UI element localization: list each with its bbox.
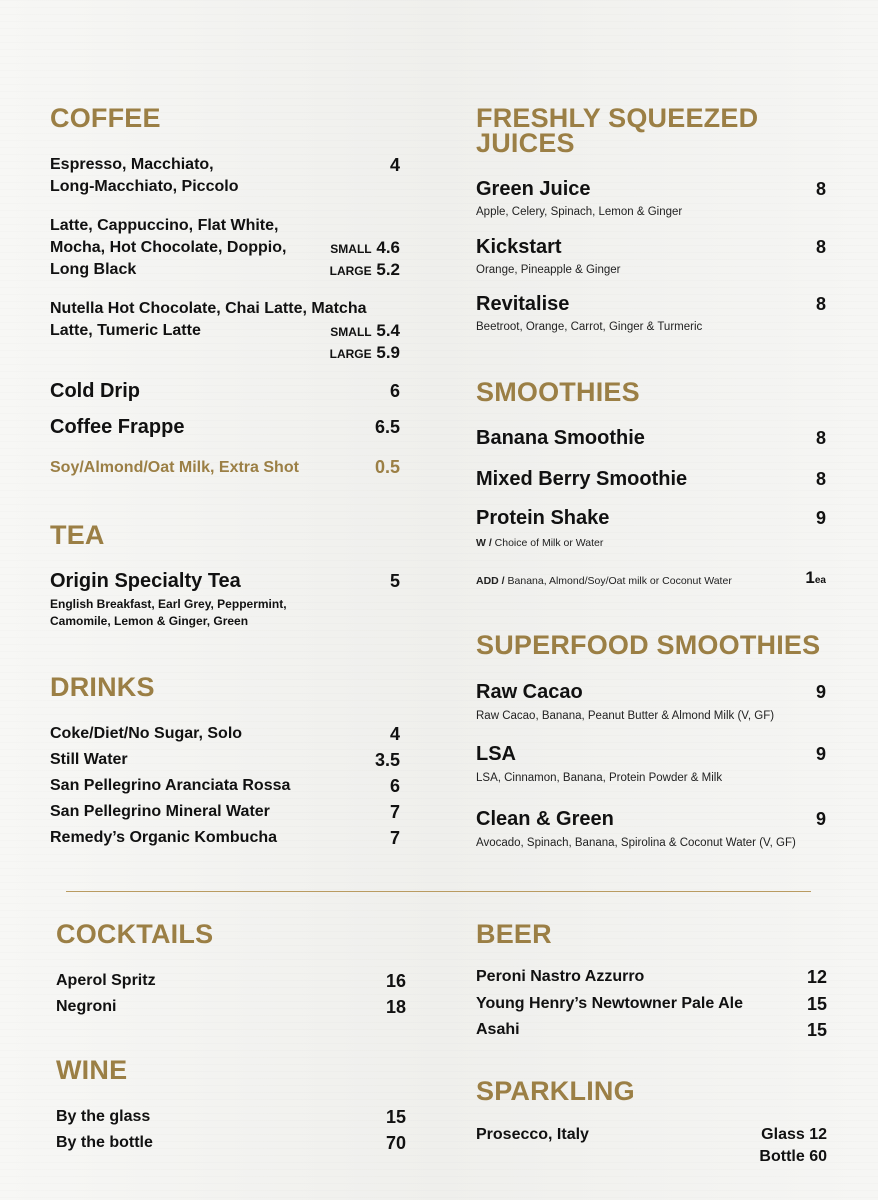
wine-item-price: 15: [385, 1107, 406, 1127]
coffee-espresso-item: [50, 154, 350, 198]
nutella-line-1: Nutella Hot Chocolate, Chai Latte, Matcha: [50, 300, 367, 317]
latte-line-2: Mocha, Hot Chocolate, Doppio,: [50, 239, 287, 256]
tea-heading: TEA: [50, 520, 105, 550]
superfood-item-name: Raw Cacao: [476, 681, 583, 703]
wine-item-name: By the bottle: [56, 1134, 153, 1151]
superfood-item-price: 9: [815, 744, 826, 764]
coffee-extras-item: Soy/Almond/Oat Milk, Extra Shot: [50, 459, 299, 476]
drinks-item: [50, 775, 400, 801]
protein-w-desc: Choice of Milk or Water: [494, 537, 604, 549]
cold-drip-price: 6: [389, 381, 400, 401]
drinks-item-price: 7: [389, 828, 400, 848]
smoothies-heading: SMOOTHIES: [476, 377, 640, 407]
wine-item-name: By the glass: [56, 1108, 151, 1125]
juice-item-name: Kickstart: [476, 236, 562, 258]
beer-item-price: 12: [806, 967, 827, 987]
latte-line-1: Latte, Cappuccino, Flat White,: [50, 217, 279, 234]
latte-large-price: 5.2: [376, 260, 400, 279]
superfood-item: [476, 807, 826, 850]
sparkling-prices: [700, 1124, 827, 1168]
espresso-line-2: Long-Macchiato, Piccolo: [50, 178, 239, 195]
cocktails-heading: COCKTAILS: [56, 919, 214, 949]
beer-item: [476, 1019, 827, 1046]
cocktail-item: [56, 970, 406, 996]
berry-smoothie-price: 8: [815, 469, 826, 489]
cocktail-item-name: Negroni: [56, 998, 117, 1015]
coffee-latte-item: [50, 215, 325, 281]
drinks-item-name: Remedy’s Organic Kombucha: [50, 829, 278, 846]
beer-item: [476, 993, 827, 1020]
latte-line-3: Long Black: [50, 261, 137, 278]
cocktail-item: [56, 996, 406, 1022]
drinks-item: [50, 827, 400, 853]
cocktail-item-price: 18: [385, 997, 406, 1017]
add-desc: Banana, Almond/Soy/Oat milk or Coconut Water: [507, 575, 732, 587]
superfood-item-desc: Avocado, Spinach, Banana, Spirolina & Coconut Water (V, GF): [476, 837, 796, 849]
nutella-large-price-row: [310, 342, 400, 365]
beer-item: [476, 966, 827, 993]
drinks-item-name: Still Water: [50, 751, 128, 768]
latte-small-price-row: [310, 237, 400, 260]
juices-heading-line-2: JUICES: [476, 128, 575, 158]
nutella-small-label: SMALL: [330, 325, 372, 339]
juice-item-name: Green Juice: [476, 178, 591, 200]
tea-description: [50, 596, 390, 630]
drinks-item-price: 4: [389, 724, 400, 744]
juices-heading-line-1: FRESHLY SQUEEZED: [476, 103, 759, 133]
banana-smoothie-price: 8: [815, 428, 826, 448]
sparkling-heading: SPARKLING: [476, 1076, 635, 1106]
drinks-item-name: San Pellegrino Aranciata Rossa: [50, 777, 291, 794]
juice-item-desc: Beetroot, Orange, Carrot, Ginger & Turmeric: [476, 321, 703, 333]
espresso-price: 4: [389, 155, 400, 175]
smoothie-add-row: [476, 574, 732, 588]
cocktails-list: [56, 970, 406, 1022]
drinks-item-price: 3.5: [374, 750, 400, 770]
protein-shake-item: Protein Shake: [476, 507, 610, 529]
superfood-item-name: LSA: [476, 743, 516, 765]
superfood-item-name: Clean & Green: [476, 808, 614, 830]
juice-item-price: 8: [815, 179, 826, 199]
drinks-item: [50, 801, 400, 827]
wine-heading: WINE: [56, 1055, 128, 1085]
superfood-item-desc: Raw Cacao, Banana, Peanut Butter & Almond Milk (V, GF): [476, 710, 775, 722]
juice-item: [476, 292, 826, 334]
drinks-item-price: 7: [389, 802, 400, 822]
beer-item-name: Young Henry’s Newtowner Pale Ale: [476, 994, 744, 1012]
beer-list: [476, 966, 827, 1046]
tea-item: Origin Specialty Tea: [50, 570, 241, 592]
latte-small-label: SMALL: [330, 242, 372, 256]
banana-smoothie-item: Banana Smoothie: [476, 427, 645, 449]
beer-item-price: 15: [806, 993, 827, 1014]
coffee-extras-price: 0.5: [374, 457, 400, 477]
beer-item-name: Asahi: [476, 1021, 520, 1038]
drinks-list: [50, 723, 400, 853]
sparkling-item: Prosecco, Italy: [476, 1126, 589, 1143]
wine-item-price: 70: [385, 1133, 406, 1153]
nutella-line-2: Latte, Tumeric Latte: [50, 322, 201, 339]
coffee-frappe-price: 6.5: [374, 417, 400, 437]
juices-heading: [476, 103, 759, 158]
drinks-heading: DRINKS: [50, 672, 155, 702]
add-label: ADD /: [476, 575, 505, 587]
tea-price: 5: [389, 571, 400, 591]
berry-smoothie-item: Mixed Berry Smoothie: [476, 468, 688, 490]
superfood-item-desc: LSA, Cinnamon, Banana, Protein Powder & Milk: [476, 772, 723, 784]
espresso-line-1: Espresso, Macchiato,: [50, 156, 214, 173]
juice-item: [476, 235, 826, 277]
superfood-item-price: 9: [815, 809, 826, 829]
tea-desc-line-1: English Breakfast, Earl Grey, Peppermint,: [50, 597, 287, 611]
latte-large-price-row: [310, 259, 400, 282]
latte-large-label: LARGE: [329, 264, 372, 278]
coffee-heading: COFFEE: [50, 103, 161, 133]
drinks-item: [50, 749, 400, 775]
section-divider: [66, 891, 811, 892]
beer-item-name: Peroni Nastro Azzurro: [476, 968, 645, 985]
nutella-small-price: 5.4: [376, 321, 400, 340]
drinks-item-price: 6: [389, 776, 400, 796]
drinks-item-name: Coke/Diet/No Sugar, Solo: [50, 725, 243, 742]
protein-w-label: W /: [476, 537, 492, 549]
juice-item-desc: Orange, Pineapple & Ginger: [476, 264, 621, 276]
wine-list: [56, 1106, 406, 1158]
sparkling-bottle-price: Bottle 60: [759, 1148, 827, 1165]
cocktail-item-name: Aperol Spritz: [56, 972, 156, 989]
latte-small-price: 4.6: [376, 238, 400, 257]
beer-heading: BEER: [476, 919, 552, 949]
juice-item-name: Revitalise: [476, 293, 570, 315]
protein-shake-desc: [476, 536, 603, 550]
cold-drip-item: Cold Drip: [50, 380, 140, 402]
beer-item-price: 15: [806, 1020, 827, 1040]
nutella-large-label: LARGE: [329, 347, 372, 361]
add-price-unit: ea: [814, 575, 826, 586]
nutella-small-price-row: [310, 320, 400, 343]
juice-item-price: 8: [815, 237, 826, 257]
coffee-frappe-item: Coffee Frappe: [50, 416, 185, 438]
superfood-heading: SUPERFOOD SMOOTHIES: [476, 630, 821, 660]
protein-shake-price: 9: [815, 508, 826, 528]
add-price: [766, 568, 826, 588]
superfood-item: [476, 742, 826, 785]
tea-desc-line-2: Camomile, Lemon & Ginger, Green: [50, 614, 249, 628]
drinks-item-name: San Pellegrino Mineral Water: [50, 803, 270, 820]
sparkling-glass-price: Glass 12: [761, 1126, 827, 1143]
juice-item-desc: Apple, Celery, Spinach, Lemon & Ginger: [476, 206, 683, 218]
cocktail-item-price: 16: [385, 971, 406, 991]
drinks-item: [50, 723, 400, 749]
juice-item-price: 8: [815, 294, 826, 314]
nutella-large-price: 5.9: [376, 343, 400, 362]
superfood-item: [476, 680, 826, 723]
wine-item: [56, 1132, 406, 1158]
wine-item: [56, 1106, 406, 1132]
add-price-value: 1: [805, 568, 815, 587]
superfood-item-price: 9: [815, 682, 826, 702]
juice-item: [476, 177, 826, 219]
